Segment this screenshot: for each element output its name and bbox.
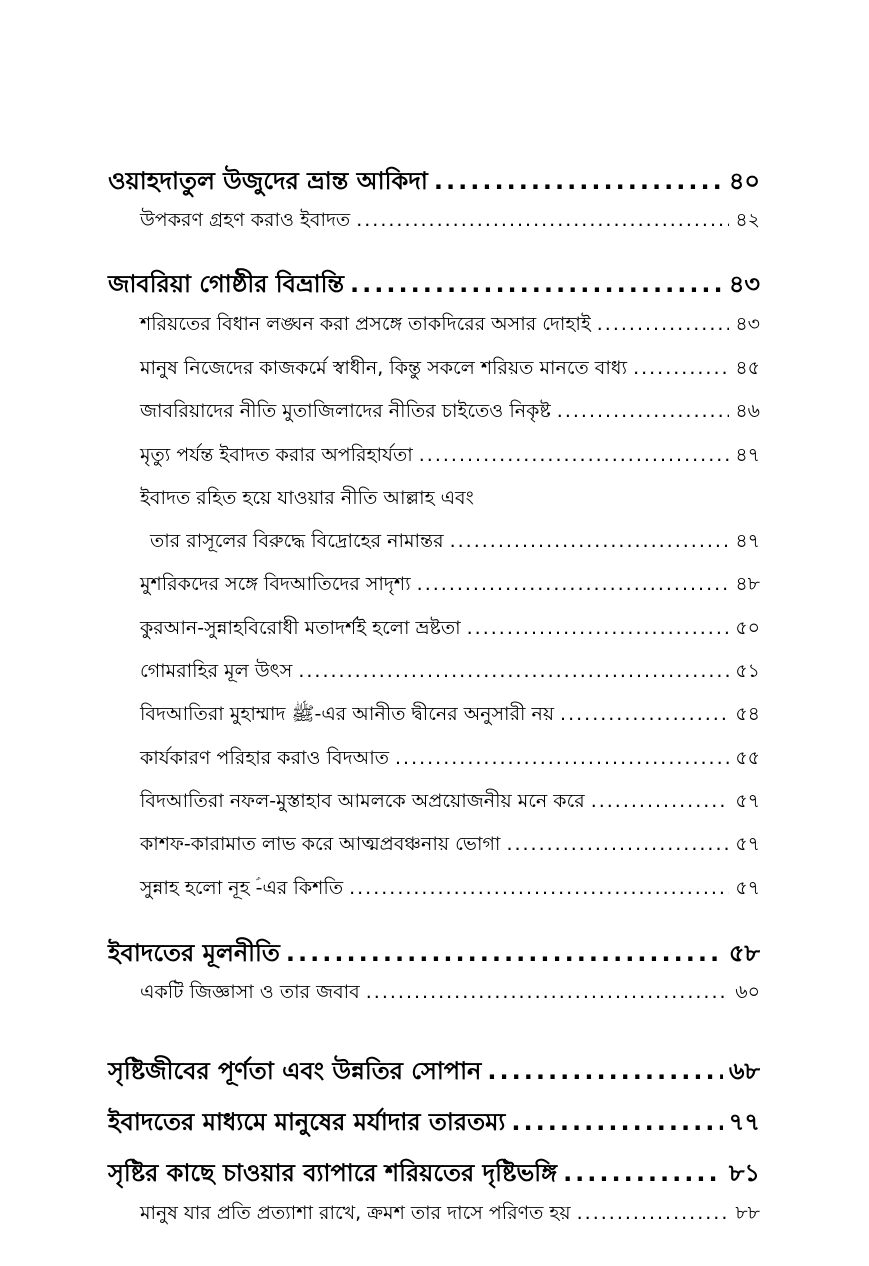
dot-leader [506, 833, 729, 855]
toc-section-entry [140, 310, 760, 342]
toc-page-number: ৮৮ [735, 1202, 760, 1224]
toc-entry-title: কার্যকারণ পরিহার করাও বিদআত [140, 747, 389, 769]
dot-leader [467, 617, 730, 639]
toc-section-entry [140, 657, 760, 689]
toc-section-entry [140, 744, 760, 776]
toc-section-entry [140, 397, 760, 429]
toc-chapter-entry [108, 163, 760, 203]
toc-page-number: ৫৪ [735, 703, 760, 725]
toc-page-number: ৪৭ [735, 530, 760, 552]
toc-entry-title: মানুষ নিজেদের কাজকর্মে স্বাধীন, কিন্তু সকলে শরিয়ত মানতে বাধ্য [140, 357, 628, 379]
toc-page-number: ৪৬ [735, 400, 760, 422]
toc-page-number: ৪৩ [735, 313, 760, 335]
dot-leader [487, 1057, 722, 1085]
toc-entry-title: ইবাদতের মূলনীতি [108, 939, 280, 967]
toc-entry-title: শরিয়তের বিধান লঙ্ঘন করা প্রসঙ্গে তাকদিরের অসার দোহাই [140, 313, 591, 335]
toc-entry-title: বিদআতিরা মুহাম্মাদ ﷺ-এর আনীত দ্বীনের অনুসারী নয় [140, 703, 555, 725]
dot-leader [560, 703, 729, 725]
toc-entry-title: ইবাদতের মাধ্যমে মানুষের মর্যাদার তারতম্য [108, 1108, 506, 1136]
dot-leader [417, 573, 730, 595]
toc-entry-title: সৃষ্টির কাছে চাওয়ার ব্যাপারে শরিয়তের দৃষ্টিভঙ্গি [108, 1159, 558, 1187]
toc-page-number: ৫৭ [735, 833, 760, 855]
dot-leader [633, 357, 729, 379]
dot-leader [511, 1108, 722, 1136]
toc-chapter-entry [108, 1053, 760, 1093]
toc-page-number: ৮১ [728, 1159, 760, 1187]
toc-section-entry [140, 874, 760, 906]
toc-page-number: ৪৫ [735, 357, 760, 379]
dot-leader [419, 444, 730, 466]
toc-entry-title: মানুষ যার প্রতি প্রত্যাশা রাখে, ক্রমশ তার দাসে পরিণত হয় [140, 1202, 571, 1224]
toc-page-number: ৬০ [735, 981, 760, 1003]
toc-page-number: ৪২ [735, 209, 760, 231]
toc-entry-title: বিদআতিরা নফল-মুস্তাহাব আমলকে অপ্রয়োজনীয় মনে করে [140, 790, 585, 812]
toc-page-number: ৫৭ [735, 790, 760, 812]
toc-page-number: ৫৮ [728, 939, 760, 967]
toc-entry-title: কুরআন-সুন্নাহবিরোধী মতাদর্শই হলো ভ্রষ্টতা [140, 617, 461, 639]
toc-section-entry [140, 1199, 760, 1231]
toc-section-entry [140, 206, 760, 238]
toc-entry-title: মৃত্যু পর্যন্ত ইবাদত করার অপরিহার্যতা [140, 444, 413, 466]
dot-leader [286, 939, 723, 967]
toc-section-entry [140, 787, 760, 819]
dot-leader [557, 400, 730, 422]
toc-entry-title: উপকরণ গ্রহণ করাও ইবাদত [140, 209, 351, 231]
toc-section-entry [140, 978, 760, 1010]
dot-leader [349, 877, 729, 899]
toc-chapter-entry [108, 935, 760, 975]
toc-section-entry [140, 830, 760, 862]
dot-leader [563, 1159, 723, 1187]
toc-section-entry [140, 484, 760, 516]
dot-leader [395, 747, 729, 769]
dot-leader [434, 167, 723, 195]
toc-entry-title: একটি জিজ্ঞাসা ও তার জবাব [140, 981, 360, 1003]
toc-page-number: ৭৭ [728, 1108, 760, 1136]
toc-entry-title: ওয়াহদাতুল উজুদের ভ্রান্ত আকিদা [108, 167, 428, 195]
toc-section-entry [140, 570, 760, 602]
toc-page-number: ৫৫ [735, 747, 760, 769]
toc-section-entry [140, 354, 760, 386]
dot-leader [356, 209, 729, 231]
dot-leader [450, 530, 730, 552]
toc-entry-title: গোমরাহির মূল উৎস [140, 660, 293, 682]
toc-entry-title: সুন্নাহ হলো নূহ ؑ-এর কিশতি [140, 877, 344, 899]
toc-section-entry [140, 700, 760, 732]
toc-entry-title: মুশরিকদের সঙ্গে বিদআতিদের সাদৃশ্য [140, 573, 411, 595]
dot-leader [577, 1202, 730, 1224]
toc-entry-title: তার রাসূলের বিরুদ্ধে বিদ্রোহের নামান্তর [150, 530, 444, 552]
toc-page-number: ৫১ [735, 660, 760, 682]
toc-page-number: ৪৩ [728, 270, 760, 298]
toc-chapter-entry [108, 1104, 760, 1144]
dot-leader [591, 790, 730, 812]
toc-entry-title: ইবাদত রহিত হয়ে যাওয়ার নীতি আল্লাহ এবং [140, 487, 474, 509]
dot-leader [366, 981, 730, 1003]
dot-leader [350, 270, 723, 298]
toc-chapter-entry [108, 266, 760, 306]
toc-chapter-entry [108, 1155, 760, 1195]
toc-page-number: ৪৮ [735, 573, 760, 595]
toc-entry-title: জাবরিয়াদের নীতি মুতাজিলাদের নীতির চাইতেও নিকৃষ্ট [140, 400, 551, 422]
dot-leader [298, 660, 729, 682]
toc-page-number: ৬৮ [728, 1057, 760, 1085]
toc-section-entry [150, 527, 760, 559]
toc-page-number: ৪৭ [735, 444, 760, 466]
toc-page-number: ৪০ [728, 167, 760, 195]
toc-page-number: ৫০ [735, 617, 760, 639]
toc-section-entry [140, 441, 760, 473]
toc-entry-title: সৃষ্টিজীবের পূর্ণতা এবং উন্নতির সোপান [108, 1057, 482, 1085]
toc-page-number: ৫৭ [735, 877, 760, 899]
toc-entry-title: কাশফ-কারামাত লাভ করে আত্মপ্রবঞ্চনায় ভোগা [140, 833, 501, 855]
toc-section-entry [140, 614, 760, 646]
dot-leader [597, 313, 730, 335]
toc-entry-title: জাবরিয়া গোষ্ঠীর বিভ্রান্তি [108, 270, 345, 298]
